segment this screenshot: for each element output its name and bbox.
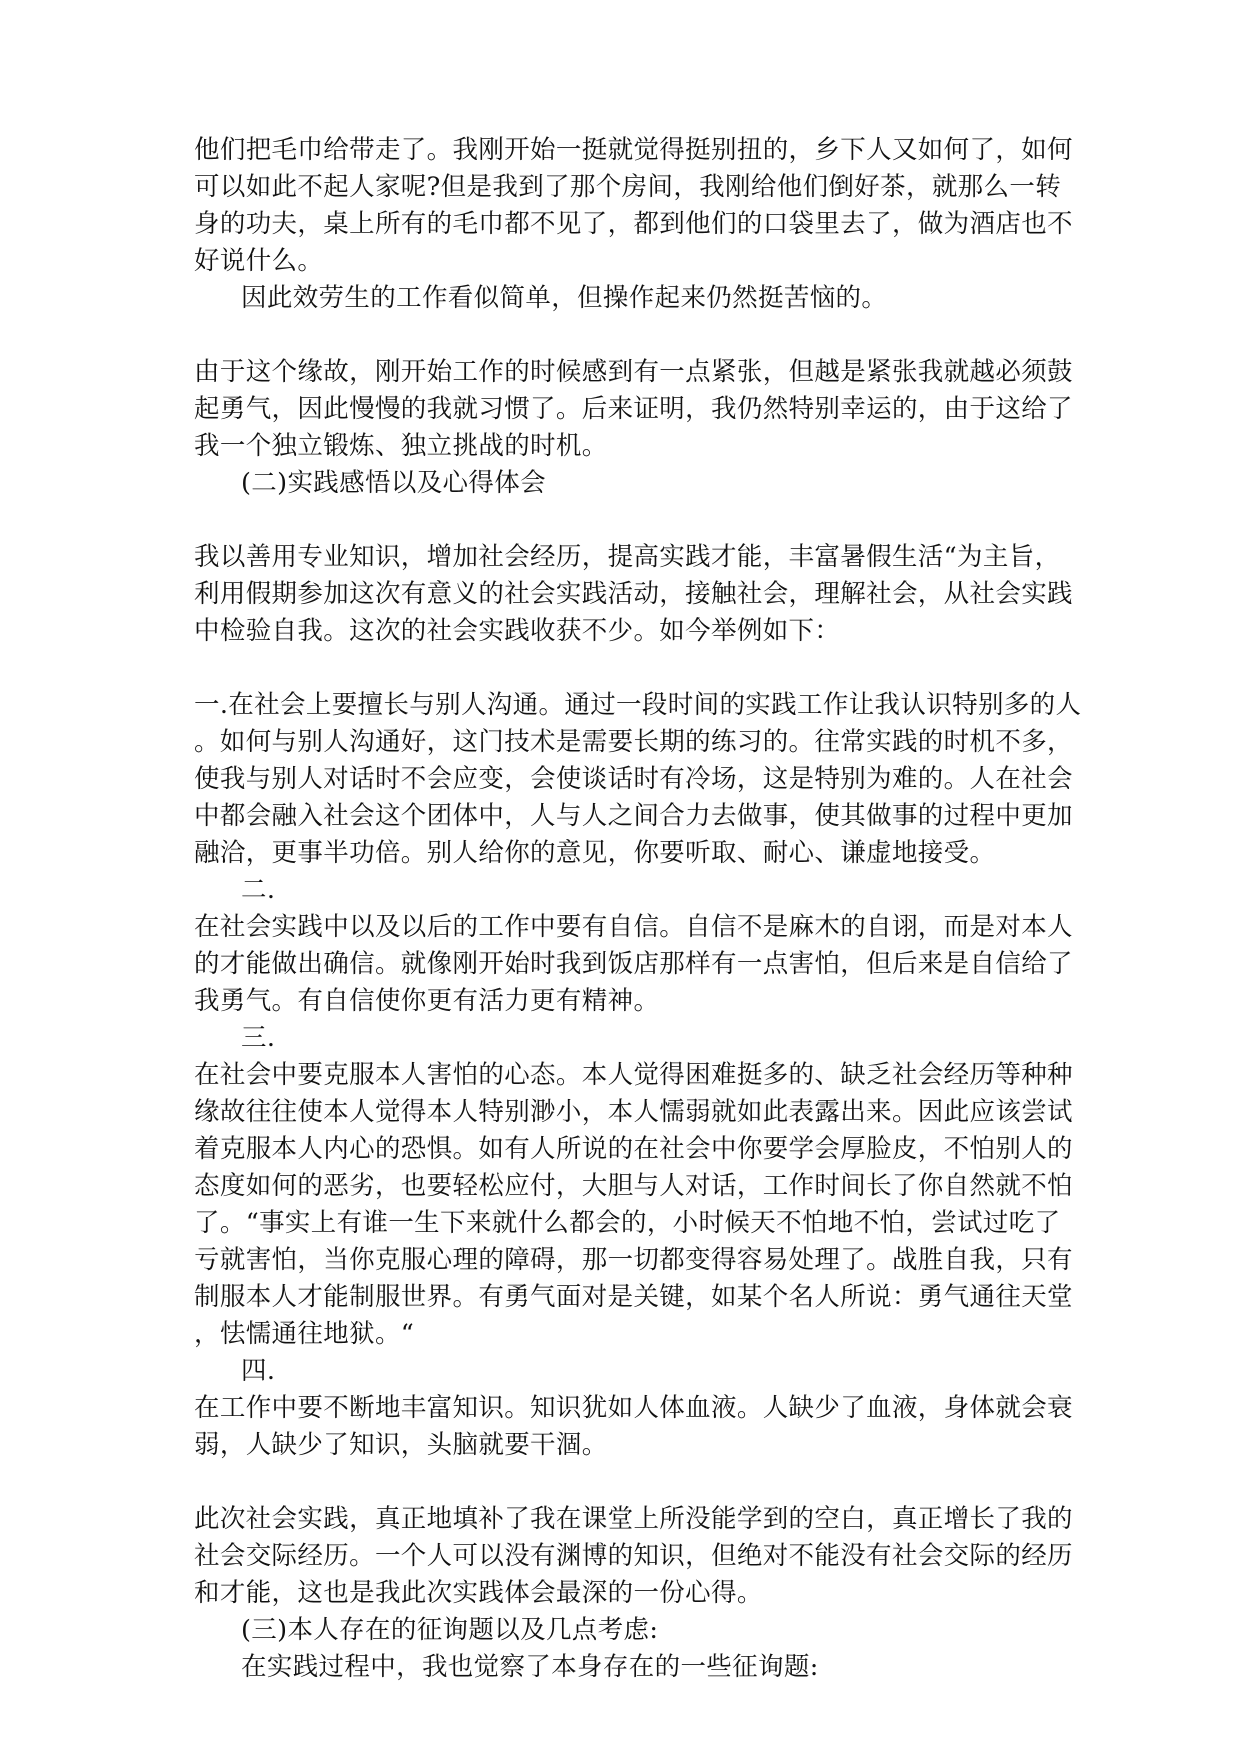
text-line: 着克服本人内心的恐惧。如有人所说的在社会中你要学会厚脸皮，不怕别人的 bbox=[194, 1134, 1073, 1164]
text-line: 中都会融入社会这个团体中，人与人之间合力去做事，使其做事的过程中更加 bbox=[194, 801, 1073, 831]
text-line: 我以善用专业知识，增加社会经历，提高实践才能，丰富暑假生活“为主旨， bbox=[194, 542, 1061, 572]
list-number: 二. bbox=[241, 875, 276, 905]
text-line: 使我与别人对话时不会应变，会使谈话时有冷场，这是特别为难的。人在社会 bbox=[194, 764, 1073, 794]
text-line: 在工作中要不断地丰富知识。知识犹如人体血液。人缺少了血液，身体就会衰 bbox=[194, 1393, 1073, 1423]
text-line: 在社会实践中以及以后的工作中要有自信。自信不是麻木的自诩，而是对本人 bbox=[194, 912, 1073, 942]
text-line: 一.在社会上要擅长与别人沟通。通过一段时间的实践工作让我认识特别多的人 bbox=[194, 690, 1082, 720]
text-line: 他们把毛巾给带走了。我刚开始一挺就觉得挺别扭的，乡下人又如何了，如何 bbox=[194, 135, 1073, 165]
list-number: 三. bbox=[241, 1023, 276, 1053]
text-line: 缘故往往使本人觉得本人特别渺小，本人懦弱就如此表露出来。因此应该尝试 bbox=[194, 1097, 1073, 1127]
text-line: 制服本人才能制服世界。有勇气面对是关键，如某个名人所说：勇气通往天堂 bbox=[194, 1282, 1073, 1312]
text-line: 态度如何的恶劣，也要轻松应付，大胆与人对话，工作时间长了你自然就不怕 bbox=[194, 1171, 1073, 1201]
text-line: 和才能，这也是我此次实践体会最深的一份心得。 bbox=[194, 1578, 763, 1608]
text-line: 此次社会实践，真正地填补了我在课堂上所没能学到的空白，真正增长了我的 bbox=[194, 1504, 1073, 1534]
text-line: 社会交际经历。一个人可以没有渊博的知识，但绝对不能没有社会交际的经历 bbox=[194, 1541, 1073, 1571]
text-line: 利用假期参加这次有意义的社会实践活动，接触社会，理解社会，从社会实践 bbox=[194, 579, 1073, 609]
text-line: 融洽，更事半功倍。别人给你的意见，你要听取、耐心、谦虚地接受。 bbox=[194, 838, 996, 868]
text-line: 在实践过程中，我也觉察了本身存在的一些征询题: bbox=[241, 1652, 819, 1682]
list-number: 四. bbox=[241, 1356, 276, 1386]
text-line: 中检验自我。这次的社会实践收获不少。如今举例如下： bbox=[194, 616, 841, 646]
text-line: 的才能做出确信。就像刚开始时我到饭店那样有一点害怕，但后来是自信给了 bbox=[194, 949, 1073, 979]
text-line: 起勇气，因此慢慢的我就习惯了。后来证明，我仍然特别幸运的，由于这给了 bbox=[194, 394, 1073, 424]
text-line: 因此效劳生的工作看似简单，但操作起来仍然挺苦恼的。 bbox=[241, 283, 888, 313]
text-line: 由于这个缘故，刚开始工作的时候感到有一点紧张，但越是紧张我就越必须鼓 bbox=[194, 357, 1073, 387]
text-line: 。如何与别人沟通好，这门技术是需要长期的练习的。往常实践的时机不多， bbox=[194, 727, 1073, 757]
section-heading: (二)实践感悟以及心得体会 bbox=[241, 468, 546, 498]
text-line: 在社会中要克服本人害怕的心态。本人觉得困难挺多的、缺乏社会经历等种种 bbox=[194, 1060, 1073, 1090]
section-heading: (三)本人存在的征询题以及几点考虑: bbox=[241, 1615, 659, 1645]
text-line: 可以如此不起人家呢?但是我到了那个房间，我刚给他们倒好茶，就那么一转 bbox=[194, 172, 1062, 202]
text-line: 我一个独立锻炼、独立挑战的时机。 bbox=[194, 431, 608, 461]
text-line: 亏就害怕，当你克服心理的障碍，那一切都变得容易处理了。战胜自我，只有 bbox=[194, 1245, 1073, 1275]
text-line: 了。“事实上有谁一生下来就什么都会的，小时候天不怕地不怕，尝试过吃了 bbox=[194, 1208, 1061, 1238]
text-line: 弱，人缺少了知识，头脑就要干涸。 bbox=[194, 1430, 608, 1460]
text-line: 我勇气。有自信使你更有活力更有精神。 bbox=[194, 986, 660, 1016]
text-line: 身的功夫，桌上所有的毛巾都不见了，都到他们的口袋里去了，做为酒店也不 bbox=[194, 209, 1073, 239]
text-line: 好说什么。 bbox=[194, 246, 324, 276]
text-line: ，怯懦通往地狱。“ bbox=[194, 1319, 415, 1349]
